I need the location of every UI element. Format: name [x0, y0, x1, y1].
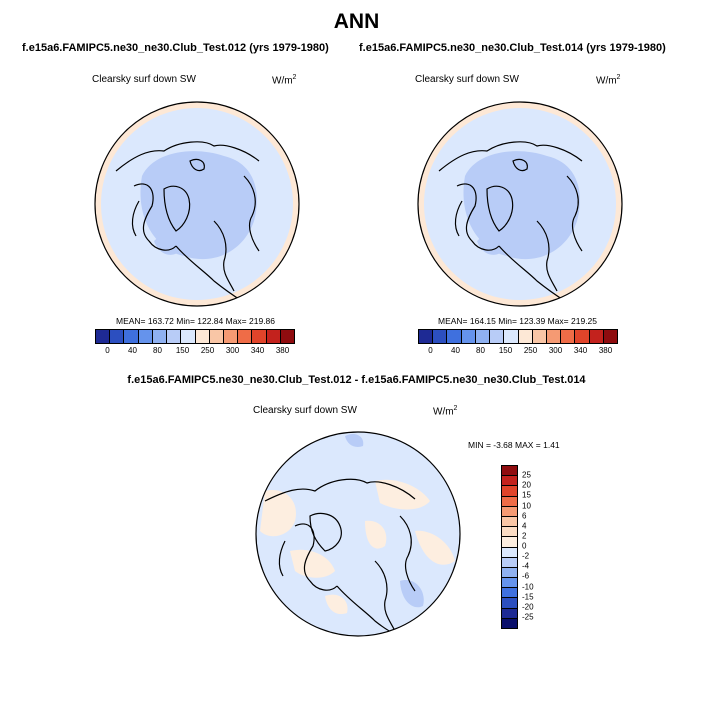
colorbar-swatch: [490, 330, 504, 343]
colorbar-tick-label: 25: [522, 470, 531, 480]
colorbar-tick-label: 250: [200, 346, 215, 355]
colorbar-swatch: [533, 330, 547, 343]
colorbar-tick-label: 250: [523, 346, 538, 355]
units-label-diff: $W/m^2$: [433, 405, 458, 418]
colorbar-swatch: [462, 330, 476, 343]
colorbar-swatch: [252, 330, 266, 343]
colorbar-swatch: [519, 330, 533, 343]
colorbar-tick-label: 150: [175, 346, 190, 355]
colorbar-tick-label: 10: [522, 501, 531, 510]
colorbar-swatch: [139, 330, 153, 343]
colorbar-tick-label: -6: [522, 571, 530, 581]
colorbar-left: [95, 329, 295, 356]
figure-title: ANN: [333, 10, 380, 33]
polar-map-left: [94, 101, 300, 307]
colorbar-tick-label: 340: [573, 346, 588, 355]
colorbar-tick-label: 20: [522, 480, 531, 490]
colorbar-swatch: [502, 588, 517, 598]
colorbar-tick-label: -10: [522, 582, 534, 591]
colorbar-tick-label: -25: [522, 612, 534, 622]
colorbar-swatch: [96, 330, 110, 343]
colorbar-swatch: [502, 619, 517, 628]
units-label-right: $W/m^2$: [596, 74, 621, 87]
colorbar-swatch: [504, 330, 518, 343]
colorbar-tick-label: 40: [128, 346, 137, 355]
colorbar-swatch: [210, 330, 224, 343]
stats-diff: MIN = -3.68 MAX = 1.41: [468, 440, 560, 450]
colorbar-swatch: [502, 568, 517, 578]
case-title-right: f.e15a6.FAMIPC5.ne30_ne30.Club_Test.014 (yrs 1979-1980): [359, 42, 666, 54]
colorbar-tick-label: 40: [451, 346, 460, 355]
colorbar-difference: [501, 465, 534, 629]
colorbar-swatch: [502, 497, 517, 507]
colorbar-swatch: [502, 517, 517, 527]
colorbar-swatch: [433, 330, 447, 343]
colorbar-swatch: [502, 578, 517, 588]
colorbar-swatch: [476, 330, 490, 343]
colorbar-swatch: [419, 330, 433, 343]
variable-label-right: Clearsky surf down SW: [415, 74, 519, 85]
colorbar-swatch: [502, 598, 517, 608]
colorbar-swatch: [267, 330, 281, 343]
colorbar-swatch: [502, 537, 517, 547]
colorbar-tick-label: 80: [476, 346, 485, 355]
polar-map-right: [417, 101, 623, 307]
colorbar-swatch: [561, 330, 575, 343]
colorbar-tick-label: 380: [598, 346, 613, 355]
colorbar-tick-label: 0: [428, 346, 433, 355]
colorbar-tick-label: 380: [275, 346, 290, 355]
colorbar-tick-label: 0: [105, 346, 110, 355]
colorbar-swatch: [181, 330, 195, 343]
colorbar-swatch: [167, 330, 181, 343]
difference-title: f.e15a6.FAMIPC5.ne30_ne30.Club_Test.012 - f.e15a6.FAMIPC5.ne30_ne30.Club_Test.014: [127, 374, 586, 386]
polar-map-difference: [255, 431, 461, 637]
colorbar-swatch: [575, 330, 589, 343]
colorbar-swatch: [502, 527, 517, 537]
colorbar-tick-label: 6: [522, 511, 527, 521]
colorbar-swatch: [224, 330, 238, 343]
colorbar-tick-label: -20: [522, 602, 534, 612]
colorbar-swatch: [153, 330, 167, 343]
colorbar-swatch: [547, 330, 561, 343]
colorbar-tick-label: 300: [548, 346, 563, 355]
colorbar-swatch: [604, 330, 617, 343]
colorbar-tick-label: 300: [225, 346, 240, 355]
colorbar-swatch: [124, 330, 138, 343]
colorbar-tick-label: -4: [522, 561, 530, 571]
stats-right: MEAN= 164.15 Min= 123.39 Max= 219.25: [438, 316, 598, 326]
colorbar-swatch: [502, 548, 517, 558]
colorbar-tick-label: 15: [522, 490, 531, 500]
colorbar-tick-label: 340: [250, 346, 265, 355]
colorbar-swatch: [502, 507, 517, 517]
colorbar-swatch: [238, 330, 252, 343]
case-title-left: f.e15a6.FAMIPC5.ne30_ne30.Club_Test.012 (yrs 1979-1980): [22, 42, 329, 54]
colorbar-tick-label: 80: [153, 346, 162, 355]
colorbar-swatch: [502, 466, 517, 476]
colorbar-swatch: [196, 330, 210, 343]
variable-label-diff: Clearsky surf down SW: [253, 405, 357, 416]
colorbar-tick-label: 2: [522, 531, 527, 541]
colorbar-tick-label: 4: [522, 521, 527, 531]
colorbar-swatch: [281, 330, 294, 343]
colorbar-swatch: [502, 476, 517, 486]
colorbar-right: [418, 329, 618, 356]
colorbar-tick-label: -15: [522, 592, 534, 602]
colorbar-tick-label: -2: [522, 551, 530, 561]
colorbar-swatch: [590, 330, 604, 343]
colorbar-tick-label: 150: [498, 346, 513, 355]
colorbar-swatch: [110, 330, 124, 343]
colorbar-swatch: [502, 558, 517, 568]
units-label-left: $W/m^2$: [272, 74, 297, 87]
variable-label-left: Clearsky surf down SW: [92, 74, 196, 85]
colorbar-swatch: [502, 486, 517, 496]
stats-left: MEAN= 163.72 Min= 122.84 Max= 219.86: [116, 316, 276, 326]
colorbar-tick-label: 0: [522, 541, 527, 551]
colorbar-swatch: [447, 330, 461, 343]
colorbar-swatch: [502, 609, 517, 619]
